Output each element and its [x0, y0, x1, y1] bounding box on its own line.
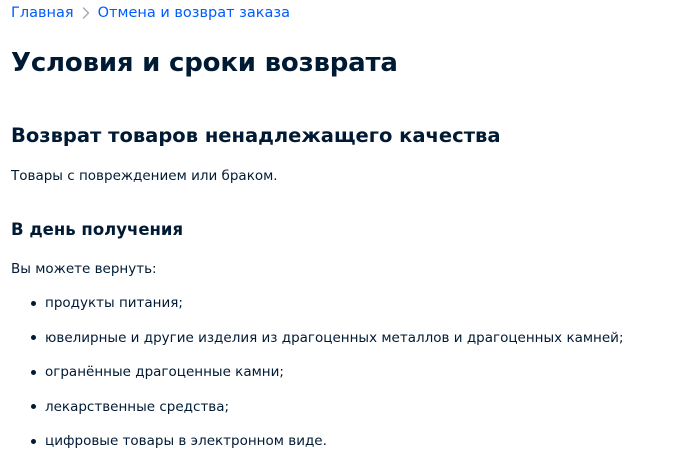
list-item — [11, 363, 624, 381]
list-item — [11, 432, 624, 450]
return-items-list — [11, 294, 624, 467]
breadcrumb-link-cancel-return[interactable]: Отмена и возврат заказа — [97, 5, 291, 21]
section-description: Товары с повреждением или браком. — [11, 168, 278, 184]
bullet-icon — [31, 301, 36, 306]
section-heading: Возврат товаров ненадлежащего качества — [11, 124, 501, 147]
chevron-right-icon — [76, 4, 96, 22]
breadcrumb — [11, 4, 290, 22]
list-item — [11, 329, 624, 347]
bullet-icon — [31, 439, 36, 444]
bullet-icon — [31, 370, 36, 375]
list-item-text: ювелирные и другие изделия из драгоценных металлов и драгоценных камней; — [45, 329, 624, 346]
bullet-icon — [31, 335, 36, 340]
list-item — [11, 398, 624, 416]
page-title: Условия и сроки возврата — [11, 48, 398, 78]
subsection-heading: В день получения — [11, 220, 184, 239]
bullet-icon — [31, 404, 36, 409]
list-item — [11, 294, 624, 312]
breadcrumb-link-home[interactable]: Главная — [11, 5, 74, 21]
list-item-text: цифровые товары в электронном виде. — [45, 433, 327, 449]
subsection-lead: Вы можете вернуть: — [11, 261, 157, 277]
list-item-text: лекарственные средства; — [45, 398, 230, 415]
list-item-text: огранённые драгоценные камни; — [45, 364, 284, 380]
list-item-text: продукты питания; — [45, 295, 183, 311]
